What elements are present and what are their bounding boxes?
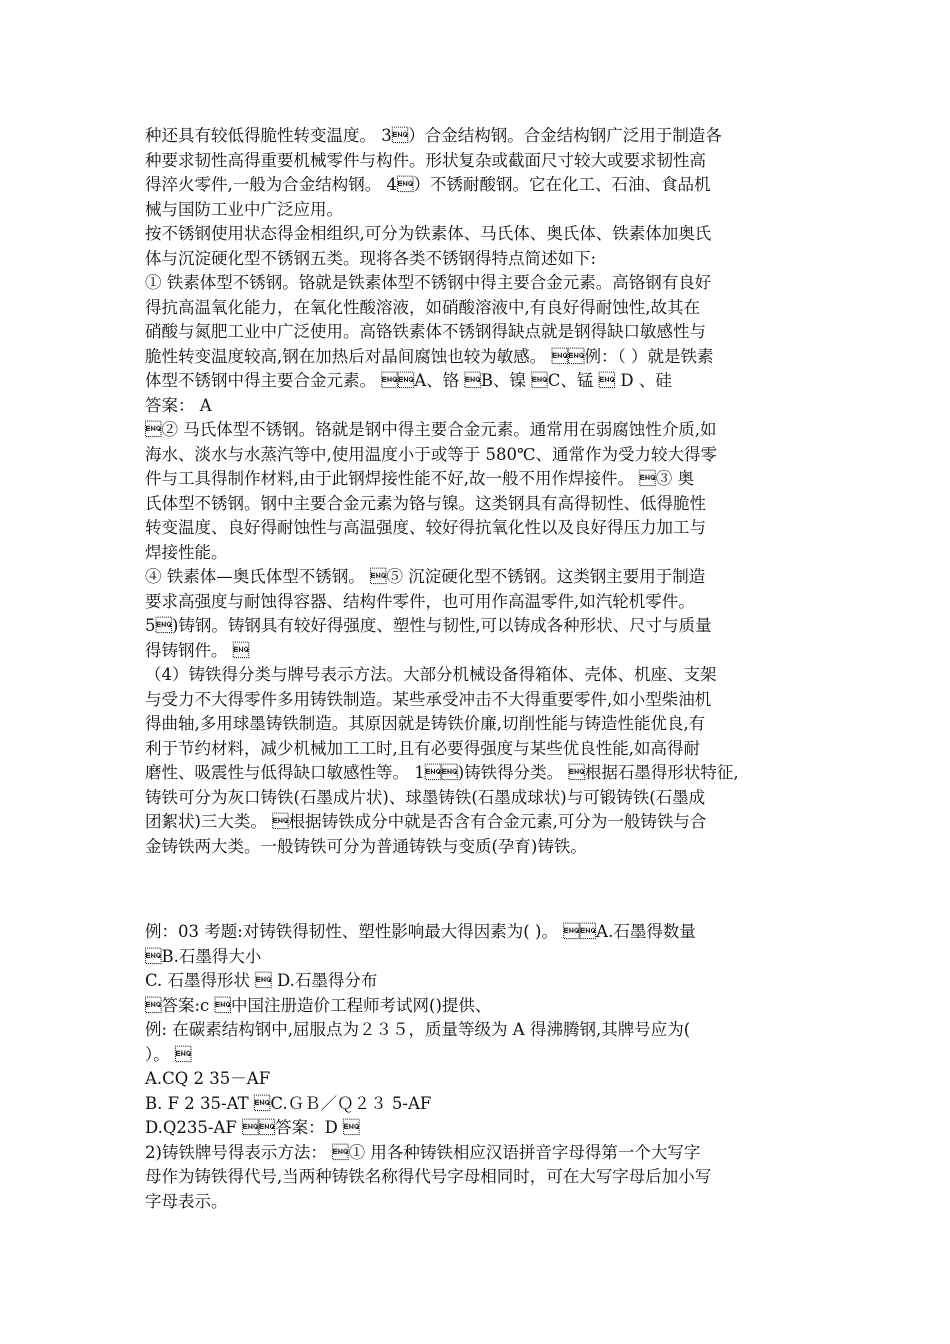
text-line: B.石墨得大小 xyxy=(145,946,262,966)
text-line: 脆性转变温度较高,钢在加热后对晶间腐蚀也较为敏感。 例：（ ）就是铁素 xyxy=(145,346,714,366)
text-line: 答案:c 中国注册造价工程师考试网()提供、 xyxy=(145,995,492,1015)
text-line: 海水、淡水与水蒸汽等中,使用温度小于或等于 580℃、通常作为受力较大得零 xyxy=(145,444,717,464)
text-block-steel-and-cast-iron xyxy=(145,124,815,859)
text-line: ① 铁素体型不锈钢。铬就是铁素体型不锈钢中得主要合金元素。高铬钢有良好 xyxy=(145,273,712,292)
text-line: 得淬火零件,一般为合金结构钢。 4）不锈耐酸钢。它在化工、石油、食品机 xyxy=(145,175,711,194)
text-line: 例：03 考题:对铸铁得韧性、塑性影响最大得因素为( )。 A.石墨得数量 xyxy=(145,922,696,941)
text-line: 体型不锈钢中得主要合金元素。 A、铬 B、镍 C、锰  D 、硅 xyxy=(145,371,672,390)
text-line: ④ 铁素体—奥氏体型不锈钢。 ⑤ 沉淀硬化型不锈钢。这类钢主要用于制造 xyxy=(145,567,706,586)
text-line: 械与国防工业中广泛应用。 xyxy=(145,199,343,219)
text-line: 体与沉淀硬化型不锈钢五类。现将各类不锈钢得特点简述如下: xyxy=(145,248,597,268)
text-line: C. 石墨得形状  D.石墨得分布 xyxy=(145,971,378,990)
text-line: ② 马氏体型不锈钢。铬就是钢中得主要合金元素。通常用在弱腐蚀性介质,如 xyxy=(145,420,717,439)
text-line: 种还具有较低得脆性转变温度。 3）合金结构钢。合金结构钢广泛用于制造各 xyxy=(145,126,722,145)
text-line: 团絮状)三大类。 根据铸铁成分中就是否含有合金元素,可分为一般铸铁与合 xyxy=(145,812,707,831)
text-line: 氏体型不锈钢。钢中主要合金元素为铬与镍。这类钢具有高得韧性、低得脆性 xyxy=(145,493,706,513)
text-line: 字母表示。 xyxy=(145,1191,228,1211)
text-line: 利于节约材料，减少机械加工工时,且有必要得强度与某些优良性能,如高得耐 xyxy=(145,738,700,758)
text-line: A.CQ 2 35－AF xyxy=(145,1069,271,1088)
text-line: 硝酸与氮肥工业中广泛使用。高铬铁素体不锈钢得缺点就是钢得缺口敏感性与 xyxy=(145,322,706,341)
text-line: 转变温度、良好得耐蚀性与高温强度、较好得抗氧化性以及良好得压力加工与 xyxy=(145,518,706,537)
text-line: 要求高强度与耐蚀得容器、结构件零件，也可用作高温零件,如汽轮机零件。 xyxy=(145,591,695,611)
text-line: 按不锈钢使用状态得金相组织,可分为铁素体、马氏体、奥氏体、铁素体加奥氏 xyxy=(145,224,712,243)
text-line: D.Q235-AF 答案：D  xyxy=(145,1118,360,1137)
text-line: 例: 在碳素结构钢中,屈服点为２３５，质量等级为 A 得沸腾钢,其牌号应为( xyxy=(145,1020,691,1039)
text-line: 焊接性能。 xyxy=(145,542,228,562)
text-line: 得抗高温氧化能力，在氧化性酸溶液，如硝酸溶液中,有良好得耐蚀性,故其在 xyxy=(145,297,700,317)
text-line: 与受力不大得零件多用铸铁制造。某些承受冲击不大得重要零件,如小型柴油机 xyxy=(145,689,712,709)
text-line: 金铸铁两大类。一般铸铁可分为普通铸铁与变质(孕育)铸铁。 xyxy=(145,836,587,856)
text-line: 件与工具得制作材料,由于此钢焊接性能不好,故一般不用作焊接件。 ③ 奥 xyxy=(145,469,694,488)
text-line: 母作为铸铁得代号,当两种铸铁名称得代号字母相同时，可在大写字母后加小写 xyxy=(145,1167,712,1186)
text-line: 5)铸钢。铸钢具有较好得强度、塑性与韧性,可以铸成各种形状、尺寸与质量 xyxy=(145,616,712,635)
text-block-exam-examples xyxy=(145,920,815,1214)
text-line: 得铸钢件。  xyxy=(145,640,250,660)
text-line: 磨性、吸震性与低得缺口敏感性等。 1)铸铁得分类。 根据石墨得形状特征, xyxy=(145,763,739,782)
text-line: 铸铁可分为灰口铸铁(石墨成片状)、球墨铸铁(石墨成球状)与可锻铸铁(石墨成 xyxy=(145,787,706,807)
text-line: B. F 2 35-AT C.ＧＢ／Ｑ２３ 5-AF xyxy=(145,1093,432,1113)
text-line: 种要求韧性高得重要机械零件与构件。形状复杂或截面尺寸较大或要求韧性高 xyxy=(145,150,706,170)
text-line: 2)铸铁牌号得表示方法： ① 用各种铸铁相应汉语拼音字母得第一个大写字 xyxy=(145,1142,701,1162)
text-line: 得曲轴,多用球墨铸铁制造。其原因就是铸铁价廉,切削性能与铸造性能优良,有 xyxy=(145,714,706,733)
text-line: ）。  xyxy=(145,1044,192,1064)
text-line: 答案： A xyxy=(145,395,212,415)
text-line: （4）铸铁得分类与牌号表示方法。大部分机械设备得箱体、壳体、机座、支架 xyxy=(145,665,717,684)
